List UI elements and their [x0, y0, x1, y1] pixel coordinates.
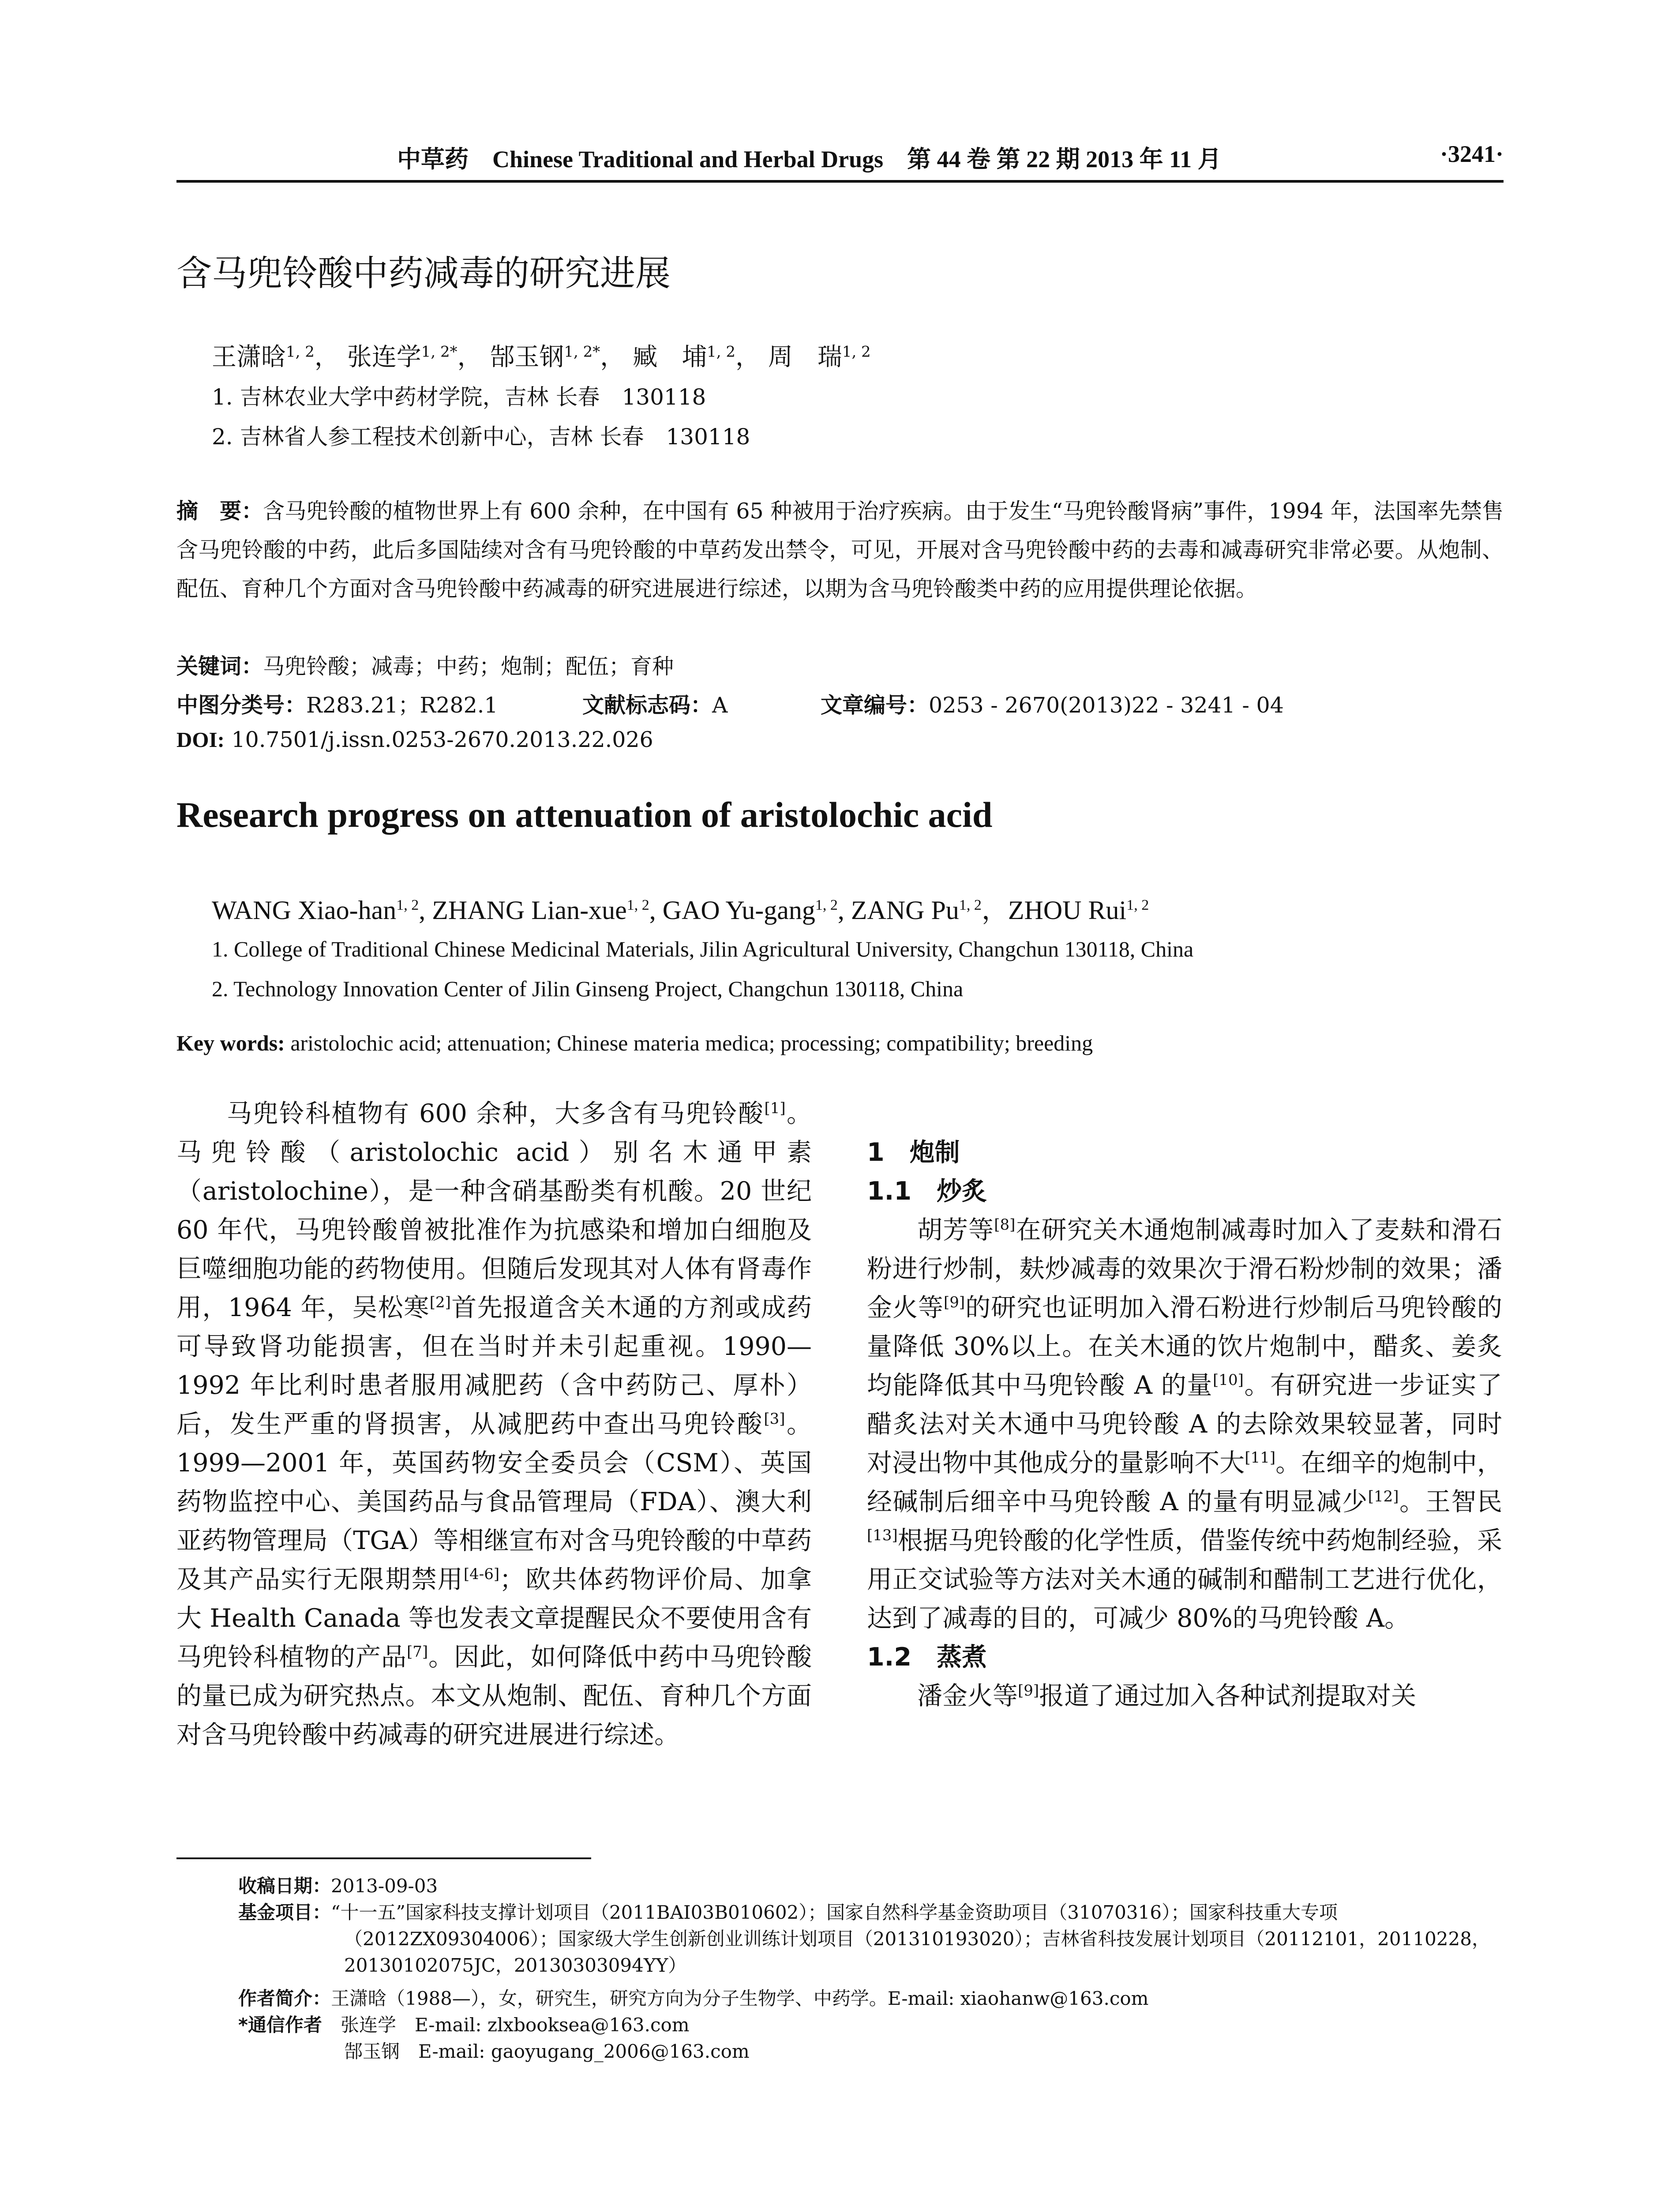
citation-marker: [11]: [1245, 1449, 1276, 1467]
author-name: ZANG Pu: [851, 896, 959, 925]
author-affil-mark: 1, 2: [815, 897, 838, 913]
article-number-label: 文章编号：: [821, 693, 929, 718]
body-column-left: [176, 1094, 812, 1754]
author-affil-mark: 1, 2: [959, 897, 982, 913]
body-paragraph: [867, 1211, 1502, 1638]
text-run: 根据马兜铃酸的化学性质，借鉴传统中药炮制经验，采用正交试验等方法对关木通的碱制和醋制工艺进行优化，达到了减毒的目的，可减少 80%的马兜铃酸 A。: [867, 1526, 1502, 1633]
author-name: ZHANG Lian-xue: [432, 896, 627, 925]
received-label: 收稿日期：: [238, 1875, 331, 1897]
body-column-right: [867, 1094, 1502, 1715]
fund-line: （2012ZX09304006）；国家级大学生创新创业训练计划项目（201310193020）；吉林省科技发展计划项目（20112101，20110228，: [344, 1928, 1490, 1950]
clc-value: R283.21；R282.1: [306, 693, 498, 718]
citation-marker: [10]: [1213, 1371, 1244, 1389]
doc-code-label: 文献标志码：: [582, 693, 712, 718]
english-keywords: [176, 1030, 1093, 1056]
author-affil-mark: 1, 2*: [421, 343, 458, 361]
text-run: ；欧共体药物评价局、加拿大 Health Canada 等也发表文章提醒民众不要使用含有马兜铃科植物的产品: [176, 1565, 812, 1672]
subsection-heading: 1.1 炒炙: [867, 1177, 987, 1206]
fund-info: [238, 1899, 1504, 1979]
citation-marker: [12]: [1368, 1488, 1399, 1505]
chinese-affiliation-1: 1. 吉林农业大学中药材学院，吉林 长春 130118: [212, 384, 706, 410]
article-number-value: 0253 - 2670(2013)22 - 3241 - 04: [929, 693, 1284, 718]
author-bio: [238, 1985, 1504, 2012]
keywords-label: Key words:: [176, 1031, 285, 1055]
doi-line: [176, 727, 653, 752]
citation-marker: [9]: [1018, 1682, 1039, 1700]
keywords-text: 马兜铃酸；减毒；中药；炮制；配伍；育种: [263, 654, 674, 679]
footnote-rule: [176, 1857, 591, 1859]
running-header: [176, 140, 1504, 176]
corresponding-authors: [238, 2012, 1504, 2065]
fund-line: 20130102075JC，20130303094YY）: [344, 1955, 687, 1976]
citation-marker: [3]: [764, 1410, 785, 1428]
received-date: [238, 1873, 1504, 1899]
text-run: 。1999—2001 年，英国药物安全委员会（CSM）、英国药物监控中心、美国药品与食品管理局（FDA）、澳大利亚药物管理局（TGA）等相继宣布对含马兜铃酸的中草药及其产品实行无限期禁用: [176, 1410, 812, 1594]
chinese-affiliation-2: 2. 吉林省人参工程技术创新中心，吉林 长春 130118: [212, 424, 750, 450]
header-rule: [176, 180, 1504, 183]
author-name: 王潇晗: [212, 343, 286, 371]
chinese-keywords: [176, 649, 674, 680]
corresponding-label: *通信作者: [238, 2014, 322, 2036]
text-run: 报道了通过加入各种试剂提取对关: [1039, 1681, 1417, 1711]
received-value: 2013-09-03: [331, 1875, 438, 1897]
body-paragraph: [867, 1677, 1502, 1715]
text-run: 胡芳等: [917, 1216, 994, 1245]
text-run: 的研究也证明加入滑石粉进行炒制后马兜铃酸的量降低 30%以上。在关木通的饮片炮制中，醋炙、姜炙均能降低其中马兜铃酸 A 的量: [867, 1293, 1503, 1400]
text-run: 在研究关木通炮制减毒时加入了麦麸和滑石粉进行炒制，麸炒减毒的效果次于滑石粉炒制的效果；潘金火等: [867, 1216, 1502, 1322]
author-affil-mark: 1, 2: [842, 343, 871, 361]
author-name: 郜玉钢: [490, 343, 564, 371]
doi-value: 10.7501/j.issn.0253-2670.2013.22.026: [231, 727, 653, 752]
text-run: 。有研究进一步证实了醋炙法对关木通中马兜铃酸 A 的去除效果较显著，同时对浸出物中其他成分的量影响不大: [867, 1371, 1503, 1478]
author-affil-mark: 1, 2*: [564, 343, 600, 361]
document-code-line: [582, 688, 728, 719]
doc-code-value: A: [712, 693, 728, 718]
fund-line: “十一五”国家科技支撑计划项目（2011BAI03B010602）；国家自然科学基金资助项目（31070316）；国家科技重大专项: [331, 1902, 1338, 1923]
english-authors: [212, 889, 1149, 927]
english-affiliation-2: 2. Technology Innovation Center of Jilin Ginseng Project, Changchun 130118, China: [212, 976, 964, 1001]
text-run: 马兜铃科植物有 600 余种，大多含有马兜铃酸: [227, 1099, 765, 1128]
author-name: WANG Xiao-han: [212, 896, 397, 925]
author-name: 张连学: [347, 343, 421, 371]
doi-label: DOI:: [176, 728, 225, 752]
author-name: 臧 埔: [633, 343, 707, 371]
bio-text: 王潇晗（1988—），女，研究生，研究方向为分子生物学、中药学。E-mail: xiaohanw@163.com: [331, 1988, 1149, 2009]
corresponding-line: 张连学 E-mail: zlxbooksea@163.com: [340, 2014, 690, 2036]
bio-label: 作者简介：: [238, 1988, 331, 2009]
page-number: ·3241·: [1440, 141, 1504, 167]
author-separator: ,: [419, 896, 432, 925]
author-separator: ,: [837, 896, 851, 925]
citation-marker: [13]: [867, 1527, 898, 1544]
journal-name: 中草药 Chinese Traditional and Herbal Drugs 第 44 卷 第 22 期 2013 年 11 月: [397, 146, 1222, 173]
author-affil-mark: 1, 2: [286, 343, 315, 361]
author-affil-mark: 1, 2: [626, 897, 649, 913]
chinese-title: 含马兜铃酸中药减毒的研究进展: [176, 253, 671, 294]
author-name: GAO Yu-gang: [662, 896, 815, 925]
citation-marker: [4-6]: [463, 1565, 500, 1583]
citation-marker: [8]: [994, 1216, 1016, 1234]
author-separator: ，: [981, 896, 1008, 925]
author-affil-mark: 1, 2: [707, 343, 735, 361]
text-run: 。马兜铃酸（aristolochic acid）别名木通甲素（aristolochine），是一种含硝基酚类有机酸。20 世纪 60 年代，马兜铃酸曾被批准作为抗感染和增加白细胞及巨噬细胞功能的药物使用。但随后发现其对人体有肾毒作用，1964 年，吴松寒: [176, 1099, 812, 1322]
citation-marker: [9]: [943, 1294, 965, 1311]
abstract-label: 摘 要：: [176, 499, 263, 524]
english-affiliation-1: 1. College of Traditional Chinese Medicinal Materials, Jilin Agricultural University, Changchun 130118, China: [212, 937, 1194, 961]
keywords-text: aristolochic acid; attenuation; Chinese materia medica; processing; compatibility; breeding: [290, 1031, 1093, 1055]
intro-paragraph: [176, 1094, 812, 1754]
author-name: 周 瑞: [768, 343, 842, 371]
classification-line: [176, 688, 498, 719]
citation-marker: [2]: [429, 1294, 451, 1311]
english-title: Research progress on attenuation of aristolochic acid: [176, 795, 993, 835]
text-run: 。因此，如何降低中药中马兜铃酸的量已成为研究热点。本文从炮制、配伍、育种几个方面对含马兜铃酸中药减毒的研究进展进行综述。: [176, 1643, 812, 1749]
chinese-authors: 王潇晗$^{1, 2}$， 张连学$^{1, 2*}$， 郜玉钢$^{1, 2*}$， 臧 埔$^{1, 2}$， 周 瑞$^{1, 2}$: [212, 343, 871, 371]
section-heading: 1 炮制: [867, 1138, 960, 1167]
keywords-label: 关键词：: [176, 654, 263, 679]
fund-label: 基金项目：: [238, 1902, 331, 1923]
abstract-text: 含马兜铃酸的植物世界上有 600 余种，在中国有 65 种被用于治疗疾病。由于发生“马兜铃酸肾病”事件，1994 年，法国率先禁售含马兜铃酸的中药，此后多国陆续对含有马兜铃酸的中草药发出禁令，可见，开展对含马兜铃酸中药的去毒和减毒研究非常必要。从炮制、配伍、育种几个方面对含马兜铃酸中药减毒的研究进展进行综述，以期为含马兜铃酸类中药的应用提供理论依据。: [176, 499, 1504, 601]
text-run: 。在细辛的炮制中，经碱制后细辛中马兜铃酸 A 的量有明显减少: [867, 1448, 1503, 1516]
chinese-abstract: [176, 492, 1504, 608]
text-run: 潘金火等: [917, 1681, 1018, 1711]
author-affil-mark: 1, 2: [396, 897, 419, 913]
text-run: 首先报道含关木通的方剂或成药可导致肾功能损害，但在当时并未引起重视。1990—1992 年比利时患者服用减肥药（含中药防己、厚朴）后，发生严重的肾损害，从减肥药中查出马兜铃酸: [176, 1293, 812, 1439]
author-name: ZHOU Rui: [1008, 896, 1127, 925]
citation-marker: [1]: [764, 1099, 786, 1117]
citation-marker: [7]: [406, 1643, 428, 1661]
subsection-heading: 1.2 蒸煮: [867, 1643, 987, 1672]
text-run: 。王智民: [1399, 1487, 1502, 1516]
corresponding-line: 郜玉钢 E-mail: gaoyugang_2006@163.com: [344, 2041, 750, 2062]
author-affil-mark: 1, 2: [1126, 897, 1149, 913]
intro-continuation-spacer: [867, 1094, 1502, 1133]
clc-label: 中图分类号：: [176, 693, 307, 718]
author-separator: ,: [649, 896, 663, 925]
article-number-line: [821, 688, 1284, 719]
